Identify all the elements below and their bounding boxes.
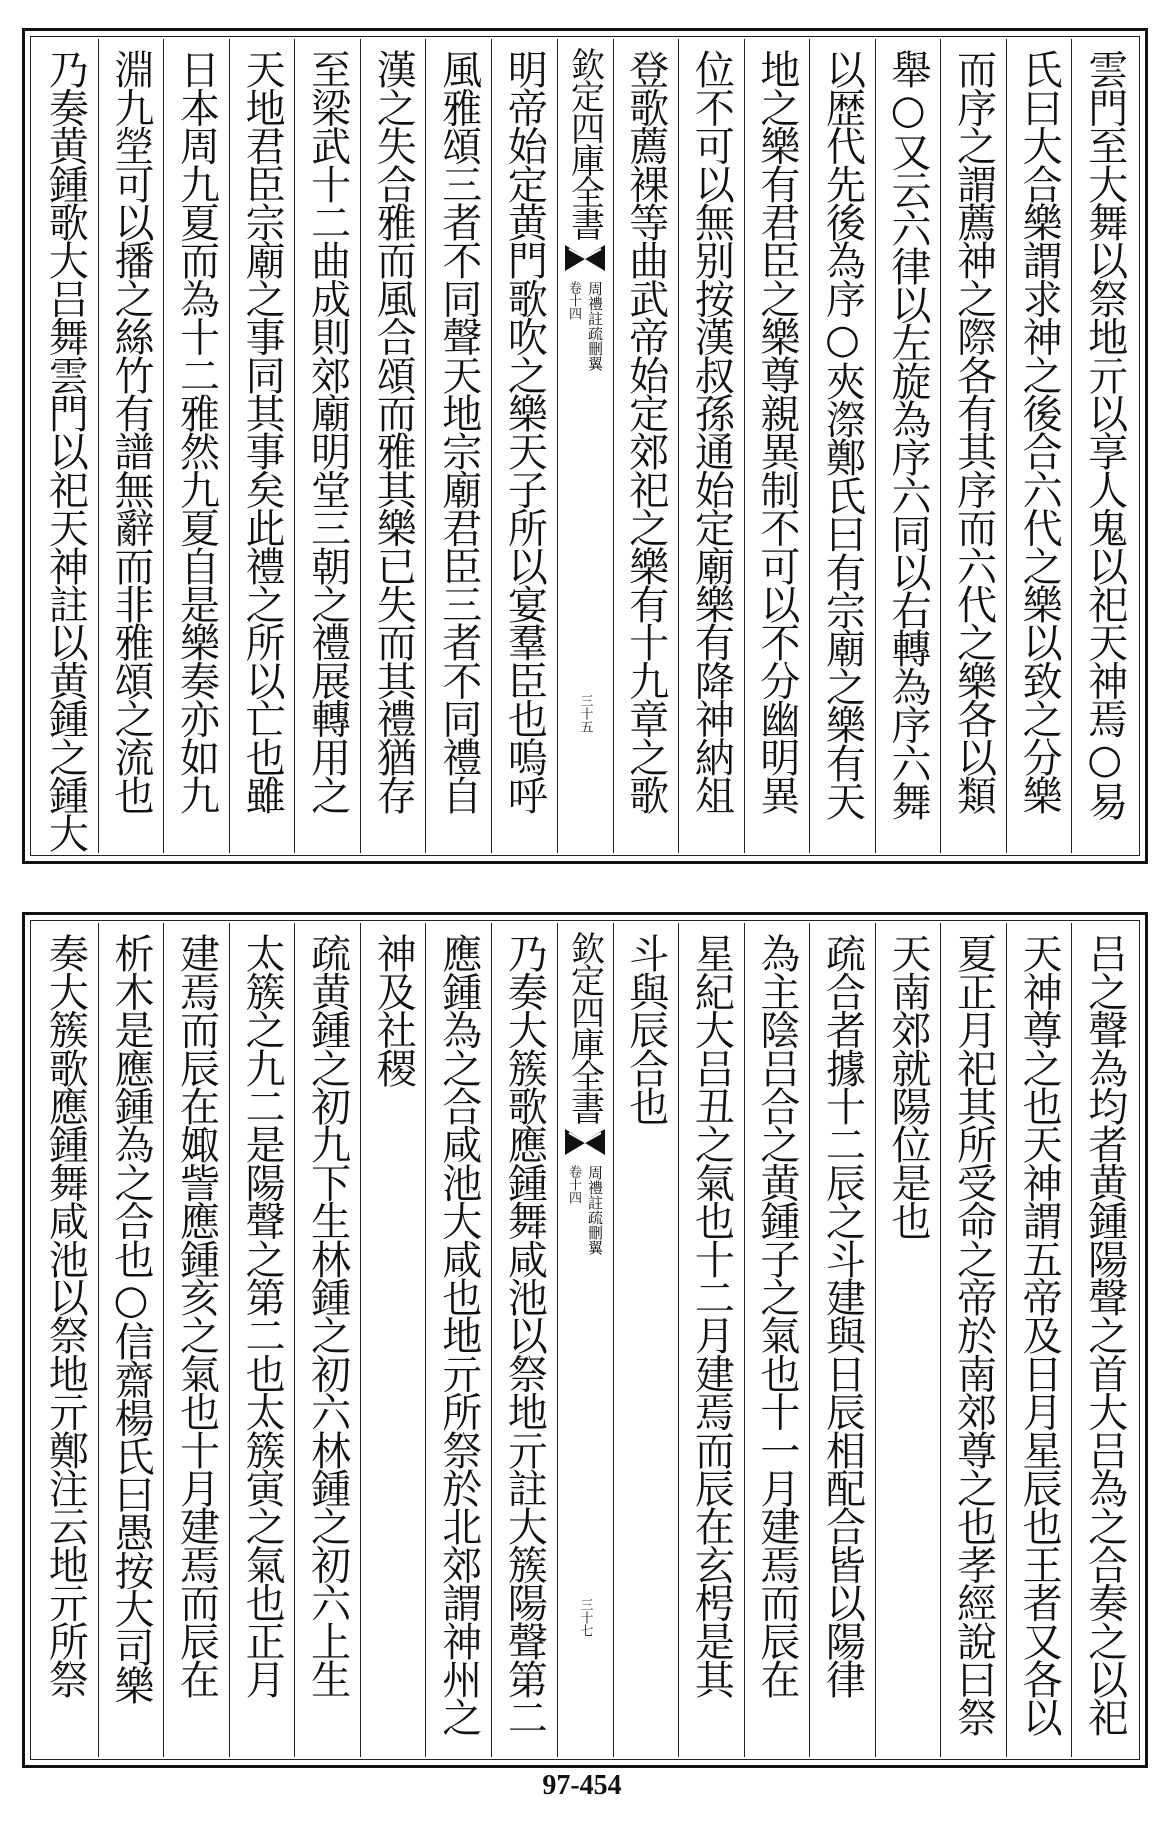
text-column (98, 39, 164, 853)
bottom-text-columns (33, 923, 1137, 1757)
column-text: 以歴代先後為序○夾漈鄭氏曰有宗廟之樂有天 (819, 49, 866, 820)
text-column (360, 923, 426, 1757)
column-text: 乃奏大簇歌應鍾舞咸池以祭地亓註大簇陽聲第二 (501, 933, 548, 1736)
text-column (229, 923, 295, 1757)
column-text: 為主陰吕合之黄鍾子之氣也十一月建焉而辰在 (753, 933, 800, 1698)
column-text: 雲門至大舞以祭地亓以享人鬼以祀天神焉○易 (1081, 49, 1128, 820)
column-text: 應鍾為之合咸池大咸也地亓所祭於北郊謂神州之 (435, 933, 482, 1736)
fishtail-mark-icon (563, 1127, 607, 1157)
column-text: 乃奏黄鍾歌大吕舞雲門以祀天神註以黄鍾之鍾大 (42, 49, 89, 852)
column-text: 風雅頌三者不同聲天地宗廟君臣三者不同禮自 (435, 49, 482, 814)
collection-title: 欽定四庫全書 (564, 47, 605, 239)
text-column (678, 39, 744, 853)
page-number-footer: 97-454 (542, 1770, 622, 1801)
column-text: 位不可以無别按漢叔孫通始定廟樂有降神納俎 (688, 49, 735, 814)
text-column (678, 923, 744, 1757)
volume-label: 卷十四 (566, 281, 582, 320)
text-column (940, 923, 1006, 1757)
column-text: 斗與辰合也 (622, 933, 669, 1125)
column-text: 奏大簇歌應鍾舞咸池以祭地亓鄭注云地亓所祭 (42, 933, 89, 1698)
center-fold-strip (557, 923, 613, 1757)
text-column (425, 39, 491, 853)
column-text: 天南郊就陽位是也 (885, 933, 932, 1239)
text-column (940, 39, 1006, 853)
text-column (33, 923, 98, 1757)
column-text: 析木是應鍾為之合也○信齋楊氏曰愚按大司樂 (107, 933, 154, 1704)
column-text: 疏合者據十二辰之斗建與日辰相配合皆以陽律 (819, 933, 866, 1698)
column-text: 登歌薦裸等曲武帝始定郊祀之樂有十九章之歌 (622, 49, 669, 814)
column-text: 至梁武十二曲成則郊廟明堂三朝之禮展轉用之 (304, 49, 351, 814)
text-column (1006, 39, 1072, 853)
bottom-page-panel (22, 912, 1148, 1768)
text-column (491, 39, 557, 853)
fishtail-mark-icon (563, 243, 607, 273)
column-text: 夏正月祀其所受命之帝於南郊尊之也孝經說曰祭 (950, 933, 997, 1736)
text-column (613, 923, 679, 1757)
text-column (33, 39, 98, 853)
text-column (229, 39, 295, 853)
column-text: 天神尊之也天神謂五帝及日月星辰也王者又各以 (1016, 933, 1063, 1736)
text-column (1071, 923, 1137, 1757)
leaf-number: 三十五 (577, 694, 593, 733)
text-column (875, 923, 941, 1757)
top-page-panel (22, 28, 1148, 864)
text-column (613, 39, 679, 853)
book-title: 周禮註疏刪翼 (586, 1165, 605, 1255)
column-text: 淵九塋可以播之絲竹有譜無辭而非雅頌之流也 (107, 49, 154, 814)
text-column (491, 923, 557, 1757)
text-column (809, 39, 875, 853)
column-text: 地之樂有君臣之樂尊親異制不可以不分幽明異 (753, 49, 800, 814)
text-column (294, 39, 360, 853)
volume-label: 卷十四 (566, 1165, 582, 1204)
text-column (744, 39, 810, 853)
text-column (163, 39, 229, 853)
column-text: 星紀大吕丑之氣也十二月建焉而辰在玄枵是其 (688, 933, 735, 1698)
text-column (1071, 39, 1137, 853)
text-column (425, 923, 491, 1757)
text-column (360, 39, 426, 853)
center-fold-strip (557, 39, 613, 853)
column-text: 疏黄鍾之初九下生林鍾之初六林鍾之初六上生 (304, 933, 351, 1698)
column-text: 天地君臣宗廟之事同其事矣此禮之所以亡也雖 (239, 49, 286, 814)
collection-title: 欽定四庫全書 (564, 931, 605, 1123)
text-column (744, 923, 810, 1757)
text-column (163, 923, 229, 1757)
column-text: 氏曰大合樂謂求神之後合六代之樂以致之分樂 (1016, 49, 1063, 814)
leaf-number: 三十七 (577, 1598, 593, 1637)
column-text: 太簇之九二是陽聲之第二也太簇寅之氣也正月 (239, 933, 286, 1698)
column-text: 日本周九夏而為十二雅然九夏自是樂奏亦如九 (173, 49, 220, 814)
top-text-columns (33, 39, 1137, 853)
text-column (809, 923, 875, 1757)
column-text: 明帝始定黄門歌吹之樂天子所以宴羣臣也嗚呼 (501, 49, 548, 814)
book-title: 周禮註疏刪翼 (586, 281, 605, 371)
column-text: 而序之謂薦神之際各有其序而六代之樂各以類 (950, 49, 997, 814)
text-column (1006, 923, 1072, 1757)
column-text: 舉○又云六律以左旋為序六同以右轉為序六舞 (885, 49, 932, 820)
text-column (294, 923, 360, 1757)
column-text: 漢之失合雅而風合頌而雅其樂已失而其禮猶存 (370, 49, 417, 814)
column-text: 吕之聲為均者黄鍾陽聲之首大吕為之合奏之以祀 (1081, 933, 1128, 1736)
column-text: 建焉而辰在娵訾應鍾亥之氣也十月建焉而辰在 (173, 933, 220, 1698)
column-text: 神及社稷 (370, 933, 417, 1086)
text-column (875, 39, 941, 853)
text-column (98, 923, 164, 1757)
